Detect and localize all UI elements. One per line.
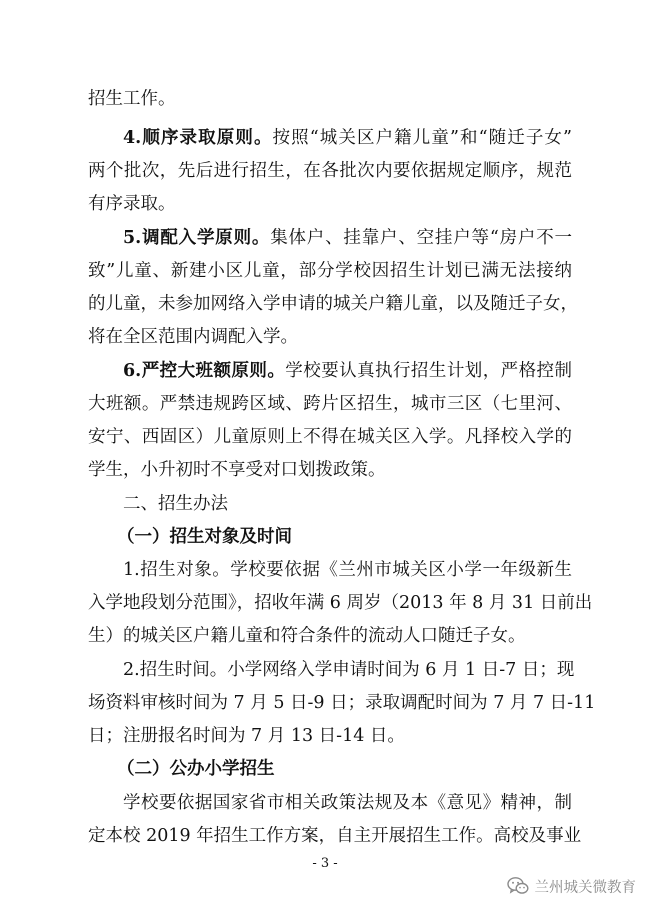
paragraph-line — [88, 390, 572, 418]
bold-text: 4.顺序录取原则。 — [123, 128, 273, 148]
text-run: 两个批次，先后进行招生，在各批次内要依据规定顺序，规范 — [88, 161, 572, 181]
paragraph-line — [123, 124, 572, 152]
paragraph-line — [88, 589, 593, 617]
text-run: 二、招生办法 — [123, 494, 228, 514]
text-run: 致”儿童、新建小区儿童，部分学校因招生计划已满无法接纳 — [88, 261, 572, 281]
text-run: 学校要认真执行招生计划，严格控制 — [285, 361, 572, 381]
watermark-text: 兰州城关微教育 — [534, 879, 636, 896]
paragraph-line — [88, 257, 572, 285]
text-run: 大班额。严禁违规跨区域、跨片区招生，城市三区（七里河、 — [88, 394, 572, 414]
paragraph-line — [88, 822, 582, 850]
text-run: 招生工作。 — [88, 89, 176, 109]
text-run: 入学地段划分范围》，招收年满 6 周岁（2013 年 8 月 31 日前出 — [88, 593, 593, 613]
paragraph-line — [88, 323, 572, 351]
section-heading — [123, 490, 572, 518]
paragraph-line — [123, 224, 572, 252]
paragraph-line — [88, 190, 572, 218]
paragraph-line — [88, 689, 596, 717]
text-run: 将在全区范围内调配入学。 — [88, 327, 298, 347]
bold-text: 6.严控大班额原则。 — [123, 361, 286, 381]
text-run: 安宁、西固区）儿童原则上不得在城关区入学。凡择校入学的 — [88, 427, 572, 447]
text-run: 集体户、挂靠户、空挂户等“房户不一 — [270, 228, 572, 248]
text-run: 1.招生对象。学校要依据《兰州市城关区小学一年级新生 — [123, 560, 572, 580]
paragraph-line — [88, 157, 572, 185]
text-run: 场资料审核时间为 7 月 5 日-9 日；录取调配时间为 7 月 7 日-11 — [88, 693, 596, 713]
text-run: 按照“城关区户籍儿童”和“随迁子女” — [272, 128, 572, 148]
paragraph-line — [88, 85, 572, 113]
page-number: - 3 - — [312, 856, 338, 871]
paragraph-line — [88, 622, 572, 650]
paragraph-line — [88, 290, 578, 318]
text-run: 有序录取。 — [88, 194, 176, 214]
paragraph-line — [123, 556, 572, 584]
paragraph-line — [123, 789, 572, 817]
paragraph-line — [88, 456, 572, 484]
text-run: 学校要依据国家省市相关政策法规及本《意见》精神，制 — [123, 793, 572, 813]
bold-text: （一）招生对象及时间 — [117, 527, 292, 547]
text-run: 生）的城关区户籍儿童和符合条件的流动人口随迁子女。 — [88, 626, 526, 646]
text-run: 日；注册报名时间为 7 月 13 日-14 日。 — [88, 726, 405, 746]
subsection-heading — [117, 755, 601, 783]
text-run: 2.招生时间。小学网络入学申请时间为 6 月 1 日-7 日；现 — [123, 660, 575, 680]
text-run: 的儿童，未参加网络入学申请的城关户籍儿童，以及随迁子女， — [88, 294, 578, 314]
text-run: 学生，小升初时不享受对口划拨政策。 — [88, 460, 386, 480]
paragraph-line — [123, 656, 575, 684]
paragraph-line — [88, 722, 572, 750]
subsection-heading — [117, 523, 601, 551]
paragraph-line — [88, 423, 572, 451]
bold-text: 5.调配入学原则。 — [123, 228, 271, 248]
wechat-icon — [507, 876, 529, 896]
bold-text: （二）公办小学招生 — [117, 759, 275, 779]
text-run: 定本校 2019 年招生工作方案，自主开展招生工作。高校及事业 — [88, 826, 582, 846]
watermark — [507, 874, 637, 898]
paragraph-line — [123, 357, 572, 385]
